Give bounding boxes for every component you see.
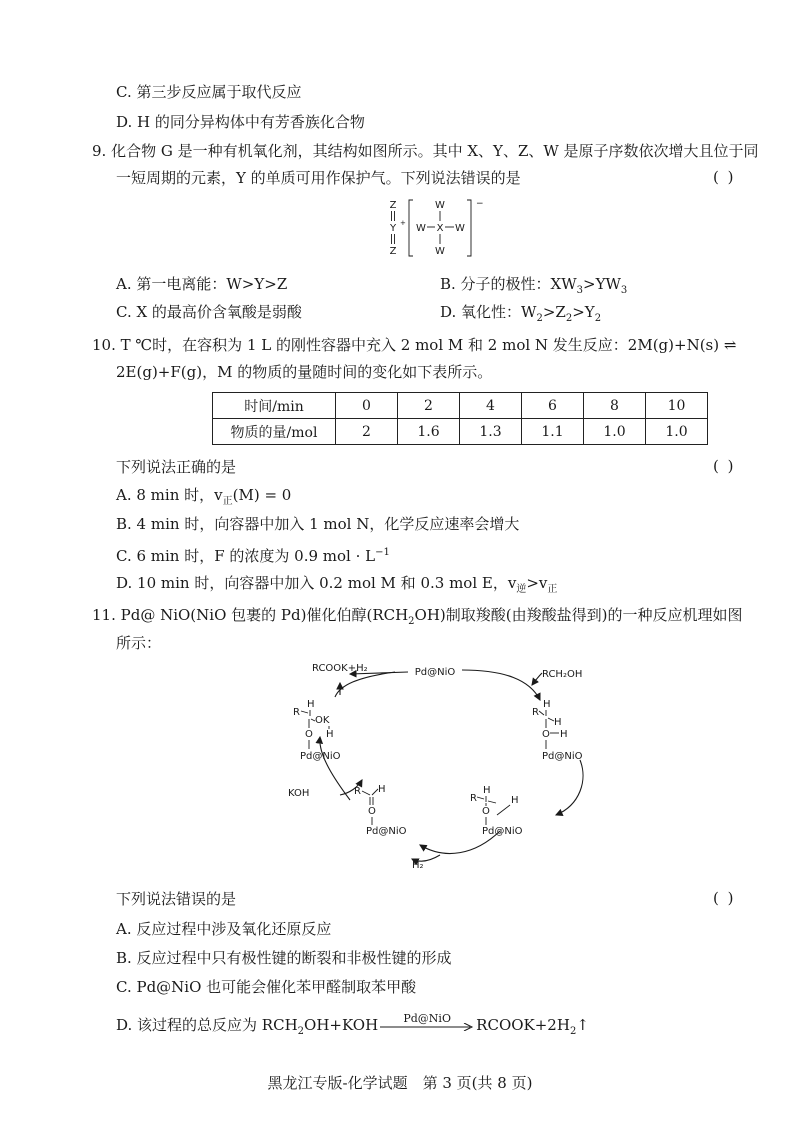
- q11-option-c: C. Pd@NiO 也可能会催化苯甲醛制取苯甲酸: [116, 978, 417, 996]
- table-row-amount: [213, 419, 708, 445]
- q10-option-b: B. 4 min 时，向容器中加入 1 mol N，化学反应速率会增大: [116, 515, 520, 533]
- q9-option-a: A. 第一电离能：W>Y>Z: [116, 275, 288, 293]
- table-cell: 2: [336, 419, 398, 445]
- mech-catalyst-label: Pd@NiO: [482, 826, 523, 837]
- mech-product-label: RCOOK+H₂: [312, 663, 368, 674]
- mech-atom: H: [326, 729, 334, 740]
- q9-structure-diagram: [385, 196, 485, 260]
- mech-atom: H: [554, 717, 562, 728]
- q10-answer-paren: ( ): [713, 457, 736, 475]
- table-cell: 6: [522, 393, 584, 419]
- q10-prompt: 下列说法正确的是: [116, 458, 237, 476]
- q11-option-b: B. 反应过程中只有极性键的断裂和非极性键的形成: [116, 949, 452, 967]
- mech-atom: O: [542, 729, 550, 740]
- mech-catalyst-label: Pd@NiO: [542, 751, 583, 762]
- q9-answer-paren: ( ): [713, 168, 736, 186]
- struct-z-bottom: Z: [389, 246, 397, 257]
- reaction-arrow: [378, 1012, 476, 1035]
- q10-option-a: A. 8 min 时，$v_正(M) = 0$: [116, 486, 292, 507]
- mech-reactant-label: RCH₂OH: [542, 669, 583, 680]
- table-cell: 4: [460, 393, 522, 419]
- mech-atom: H: [378, 784, 386, 795]
- struct-w-top: W: [435, 200, 445, 211]
- mech-atom: O: [305, 729, 313, 740]
- q11-option-d: D. 该过程的总反应为 $RCH_2OH+KOH$ Pd@NiO $RCOOK+2H_2↑$: [116, 1015, 589, 1042]
- mech-atom: OK: [315, 715, 330, 726]
- table-header-amount: 物质的量/mol: [213, 419, 336, 445]
- q11-stem-line1: 11. Pd@ NiO(NiO 包裹的 Pd)催化伯醇$(RCH_2OH)$制取羧酸(由羧酸盐得到)的一种反应机理如图: [92, 606, 743, 627]
- mech-atom: H: [307, 699, 315, 710]
- struct-x: X: [436, 223, 444, 234]
- mech-atom: H: [511, 795, 519, 806]
- q11-mechanism-diagram: [280, 655, 620, 875]
- struct-y-charge: +: [400, 219, 406, 227]
- q10-stem-line2: 2E(g)+F(g)，M 的物质的量随时间的变化如下表所示。: [116, 363, 493, 381]
- q11-stem-line2: 所示：: [116, 634, 162, 652]
- q9-option-d: D. 氧化性：$W_2>Z_2>Y_2$: [440, 303, 602, 324]
- q9-stem-line1: 9. 化合物 G 是一种有机氧化剂，其结构如图所示。其中 X、Y、Z、W 是原子序数依次增大且位于同: [92, 142, 759, 160]
- struct-w-bottom: W: [435, 246, 445, 257]
- mech-atom: O: [368, 806, 376, 817]
- mech-catalyst-top: Pd@NiO: [414, 667, 456, 678]
- arrow-icon: [380, 1023, 474, 1031]
- q11-prompt: 下列说法错误的是: [116, 890, 237, 908]
- q9-stem-line2: 一短周期的元素，Y 的单质可用作保护气。下列说法错误的是: [116, 169, 521, 187]
- table-header-time: 时间/min: [213, 393, 336, 419]
- table-cell: 0: [336, 393, 398, 419]
- mech-catalyst-label: Pd@NiO: [366, 826, 407, 837]
- mech-atom: H: [483, 785, 491, 796]
- table-cell: 1.1: [522, 419, 584, 445]
- q10-option-c: C. 6 min 时，F 的浓度为 0.9 mol · $L^{-1}$: [116, 547, 390, 565]
- page-footer: 黑龙江专版-化学试题 第 3 页(共 8 页): [267, 1074, 533, 1092]
- mech-atom: R: [470, 793, 477, 804]
- q8-option-c: C. 第三步反应属于取代反应: [116, 83, 302, 101]
- q10-data-table: [212, 392, 708, 445]
- table-cell: 1.0: [584, 419, 646, 445]
- q11-option-a: A. 反应过程中涉及氧化还原反应: [116, 920, 332, 938]
- struct-z-top: Z: [389, 200, 397, 211]
- struct-w-left: W: [416, 223, 426, 234]
- struct-ion-charge: −: [476, 199, 484, 209]
- mech-atom: H: [560, 729, 568, 740]
- table-row-time: [213, 393, 708, 419]
- mech-atom: H: [543, 699, 551, 710]
- q9-option-b: B. 分子的极性：$XW_3>YW_3$: [440, 275, 628, 296]
- mech-atom: R: [532, 707, 539, 718]
- q9-option-c: C. X 的最高价含氧酸是弱酸: [116, 303, 302, 321]
- mech-atom: O: [482, 806, 490, 817]
- table-cell: 8: [584, 393, 646, 419]
- mech-catalyst-label: Pd@NiO: [300, 751, 341, 762]
- q10-option-d: D. 10 min 时，向容器中加入 0.2 mol M 和 0.3 mol E，$v_逆>v_正$: [116, 574, 558, 595]
- table-cell: 1.0: [646, 419, 708, 445]
- table-cell: 2: [398, 393, 460, 419]
- table-cell: 1.6: [398, 419, 460, 445]
- mech-atom: R: [293, 707, 300, 718]
- struct-y: Y: [389, 223, 397, 234]
- mech-atom: R: [354, 786, 361, 797]
- struct-w-right: W: [455, 223, 465, 234]
- table-cell: 10: [646, 393, 708, 419]
- table-cell: 1.3: [460, 419, 522, 445]
- q11-answer-paren: ( ): [713, 889, 736, 907]
- q8-option-d: D. H 的同分异构体中有芳香族化合物: [116, 113, 365, 131]
- reaction-condition: Pd@NiO: [403, 1012, 451, 1025]
- mech-koh-label: KOH: [288, 788, 310, 799]
- q10-stem-line1: 10. T ℃时，在容积为 1 L 的刚性容器中充入 2 mol M 和 2 mol N 发生反应：2M(g)+N(s) ⇌: [92, 336, 737, 354]
- mech-h2-label: H₂: [412, 860, 424, 871]
